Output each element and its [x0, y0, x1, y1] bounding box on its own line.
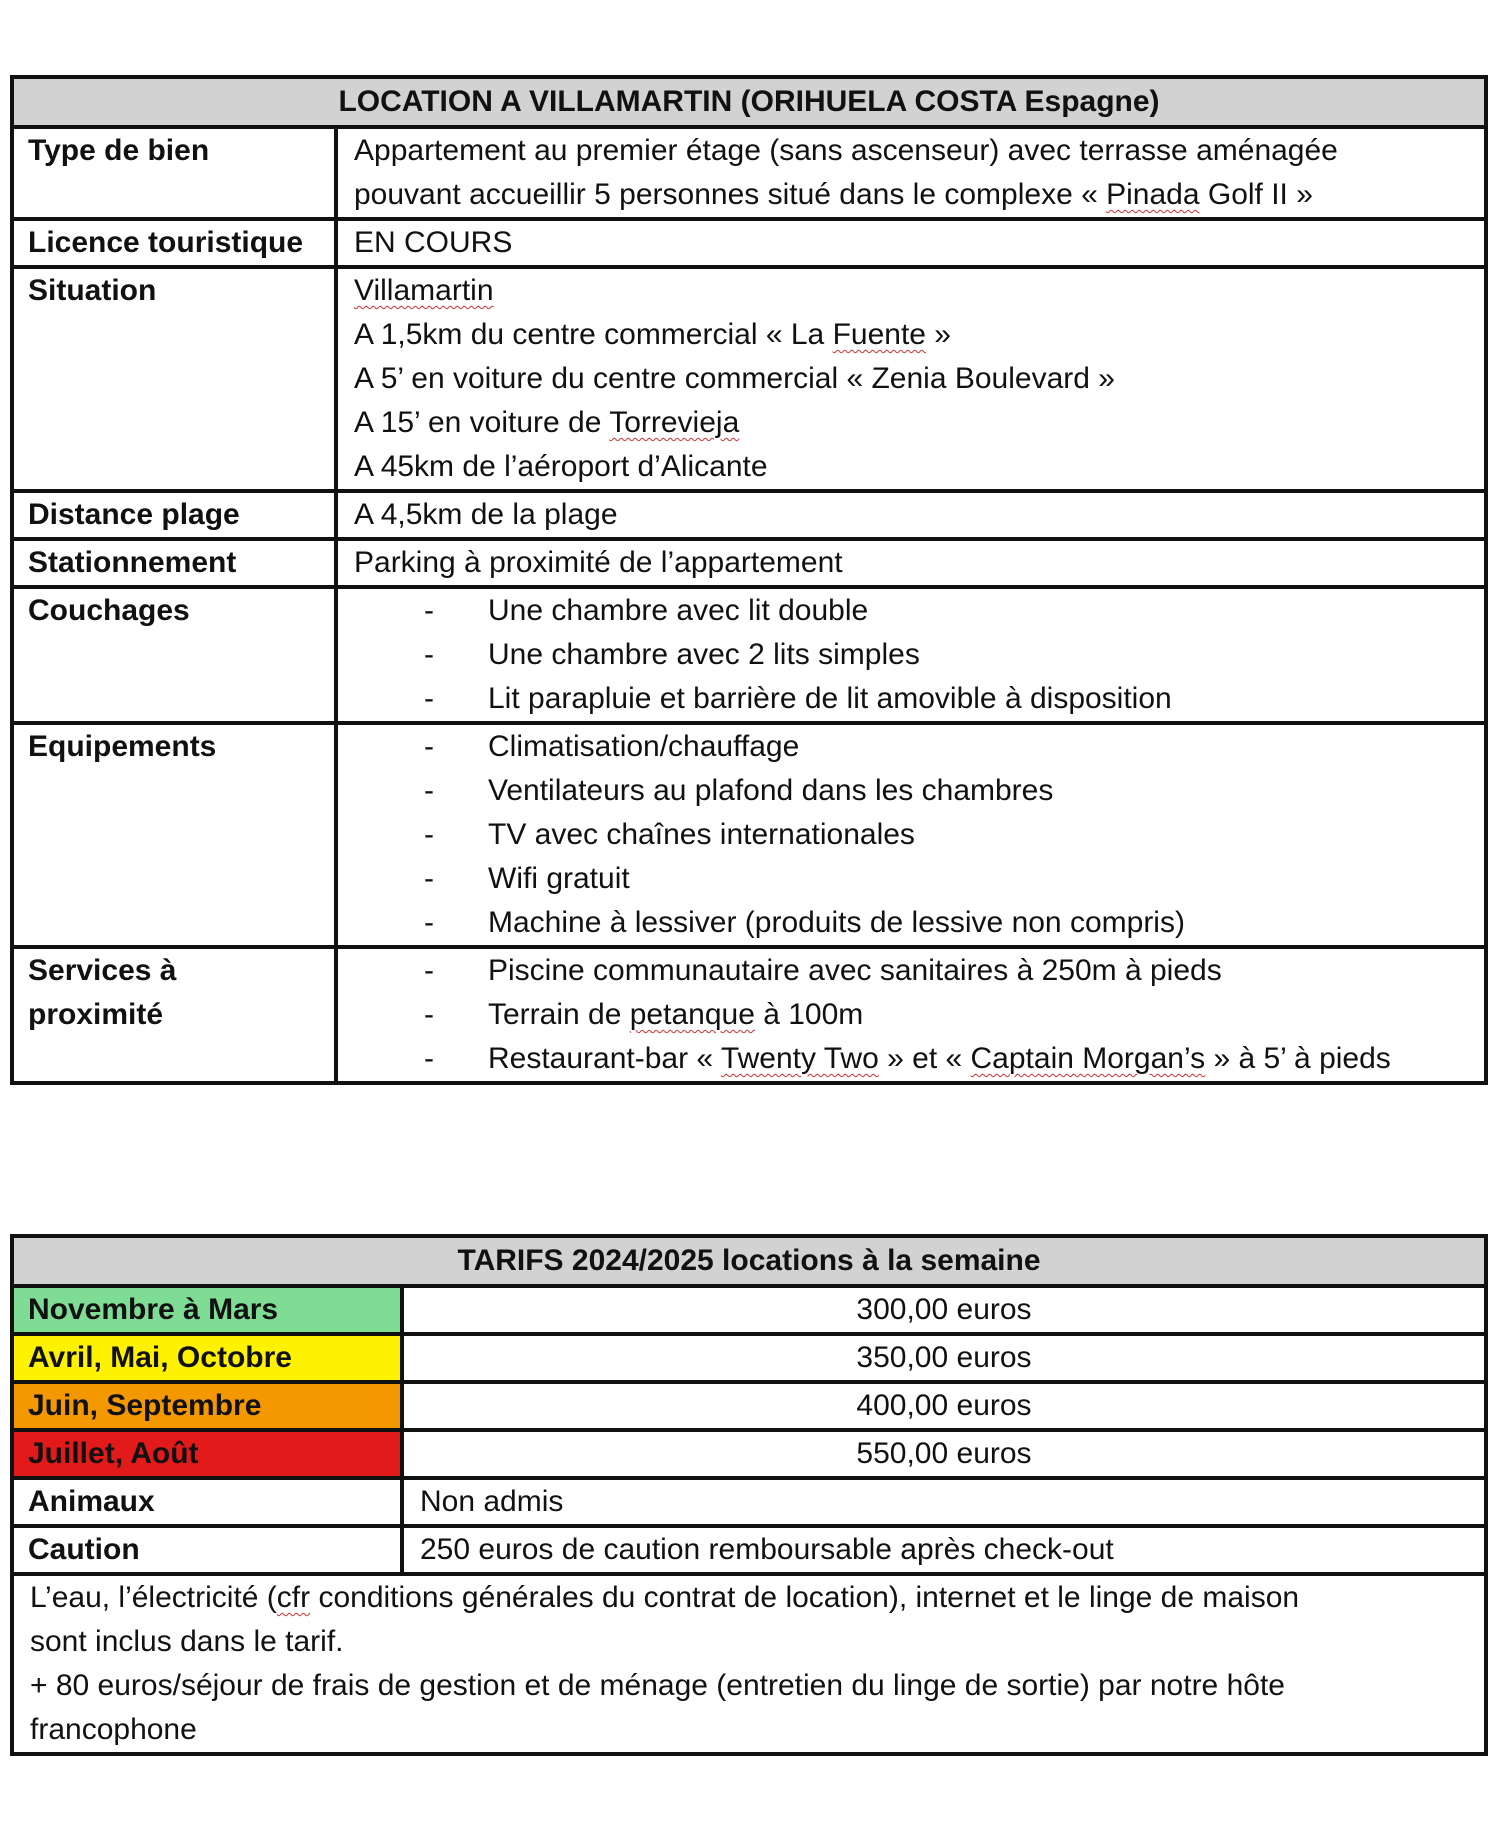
spell-underline-pinada: Pinada [1106, 178, 1200, 211]
type-bien-line2 [354, 173, 1484, 217]
couchages-label: Couchages [12, 587, 336, 723]
situation-line1 [354, 269, 1484, 313]
season-row [12, 1430, 1486, 1478]
rental-title: LOCATION A VILLAMARTIN (ORIHUELA COSTA Espagne) [12, 77, 1486, 127]
stationnement-value: Parking à proximité de l’appartement [336, 539, 1486, 587]
spell-underline-petanque: petanque [629, 998, 755, 1031]
dash-bullet: - [424, 594, 434, 627]
footer-line1-end: conditions générales du contrat de location), internet et le linge de maison [310, 1581, 1300, 1614]
services-value [336, 947, 1486, 1083]
season-label: Novembre à Mars [12, 1286, 402, 1334]
spell-underline-villamartin: Villamartin [354, 274, 494, 307]
services-item-restaurant-mid: » et « [878, 1042, 971, 1075]
type-bien-line2-end: Golf II » [1199, 178, 1313, 211]
equipements-item: TV avec chaînes internationales [488, 818, 915, 851]
spell-underline-twenty-two: Twenty Two [720, 1042, 879, 1075]
list-item [354, 1037, 1484, 1081]
dash-bullet: - [424, 730, 434, 763]
row-situation [12, 267, 1486, 491]
list-item [354, 769, 1484, 813]
services-item-restaurant-text: Restaurant-bar « [488, 1042, 721, 1075]
dash-bullet: - [424, 998, 434, 1031]
list-item [354, 949, 1484, 993]
equipements-item: Wifi gratuit [488, 862, 630, 895]
services-item-petanque-end: à 100m [754, 998, 864, 1031]
row-licence [12, 219, 1486, 267]
list-item [354, 589, 1484, 633]
situation-line5: A 45km de l’aéroport d’Alicante [354, 450, 768, 483]
equipements-label: Equipements [12, 723, 336, 947]
services-label-line2: proximité [28, 998, 164, 1031]
type-bien-value [336, 127, 1486, 219]
situation-line2 [354, 313, 1484, 357]
animaux-value: Non admis [402, 1478, 1486, 1526]
list-item [354, 901, 1484, 945]
situation-value [336, 267, 1486, 491]
season-label: Juin, Septembre [12, 1382, 402, 1430]
spell-underline-fuente: Fuente [832, 318, 926, 351]
rental-info-table [10, 75, 1488, 1085]
type-bien-line2-text: pouvant accueillir 5 personnes situé dans le complexe « [354, 178, 1107, 211]
list-item [354, 857, 1484, 901]
row-equipements [12, 723, 1486, 947]
dash-bullet: - [424, 954, 434, 987]
season-price: 300,00 euros [402, 1286, 1486, 1334]
row-caution [12, 1526, 1486, 1574]
equipements-list [354, 725, 1484, 945]
row-services [12, 947, 1486, 1083]
footer-line2: sont inclus dans le tarif. [30, 1625, 344, 1658]
spell-underline-torrevieja: Torrevieja [609, 406, 740, 439]
list-item [354, 813, 1484, 857]
dash-bullet: - [424, 906, 434, 939]
couchages-value [336, 587, 1486, 723]
season-price: 400,00 euros [402, 1382, 1486, 1430]
equipements-item: Climatisation/chauffage [488, 730, 800, 763]
services-item-piscine: Piscine communautaire avec sanitaires à 250m à pieds [488, 954, 1222, 987]
situation-line2-end: » [925, 318, 951, 351]
services-item-petanque-text: Terrain de [488, 998, 630, 1031]
spell-underline-captain-morgans: Captain Morgan’s [970, 1042, 1206, 1075]
list-item [354, 725, 1484, 769]
dash-bullet: - [424, 1042, 434, 1075]
caution-label: Caution [12, 1526, 402, 1574]
season-label: Juillet, Août [12, 1430, 402, 1478]
services-list [354, 949, 1484, 1081]
season-row [12, 1286, 1486, 1334]
row-animaux [12, 1478, 1486, 1526]
couchages-list [354, 589, 1484, 721]
list-item [354, 677, 1484, 721]
tariffs-table [10, 1234, 1488, 1756]
couchages-item: Une chambre avec 2 lits simples [488, 638, 920, 671]
season-row [12, 1382, 1486, 1430]
situation-line4 [354, 401, 1484, 445]
dash-bullet: - [424, 862, 434, 895]
situation-line3: A 5’ en voiture du centre commercial « Zenia Boulevard » [354, 362, 1115, 395]
animaux-label: Animaux [12, 1478, 402, 1526]
footer-line4: francophone [30, 1713, 197, 1746]
type-bien-line1: Appartement au premier étage (sans ascenseur) avec terrasse aménagée [354, 134, 1338, 167]
services-label-line1: Services à [28, 954, 177, 987]
season-price: 350,00 euros [402, 1334, 1486, 1382]
equipements-value [336, 723, 1486, 947]
dash-bullet: - [424, 818, 434, 851]
dash-bullet: - [424, 682, 434, 715]
couchages-item: Lit parapluie et barrière de lit amovible à disposition [488, 682, 1172, 715]
row-type-bien [12, 127, 1486, 219]
situation-line4-text: A 15’ en voiture de [354, 406, 610, 439]
stationnement-label: Stationnement [12, 539, 336, 587]
tariffs-title: TARIFS 2024/2025 locations à la semaine [12, 1236, 1486, 1286]
couchages-item: Une chambre avec lit double [488, 594, 869, 627]
footer-line3: + 80 euros/séjour de frais de gestion et de ménage (entretien du linge de sortie) par notre hôte [30, 1669, 1285, 1702]
licence-value: EN COURS [336, 219, 1486, 267]
licence-label: Licence touristique [12, 219, 336, 267]
dash-bullet: - [424, 638, 434, 671]
row-footer-note [12, 1574, 1486, 1754]
list-item [354, 993, 1484, 1037]
spell-underline-cfr: cfr [276, 1581, 311, 1614]
type-bien-label: Type de bien [12, 127, 336, 219]
row-couchages [12, 587, 1486, 723]
caution-value: 250 euros de caution remboursable après check-out [402, 1526, 1486, 1574]
dash-bullet: - [424, 774, 434, 807]
situation-line2-text: A 1,5km du centre commercial « La [354, 318, 833, 351]
footer-line1 [30, 1576, 1484, 1620]
list-item [354, 633, 1484, 677]
equipements-item: Ventilateurs au plafond dans les chambres [488, 774, 1054, 807]
season-row [12, 1334, 1486, 1382]
situation-label: Situation [12, 267, 336, 491]
season-label: Avril, Mai, Octobre [12, 1334, 402, 1382]
services-label [12, 947, 336, 1083]
equipements-item: Machine à lessiver (produits de lessive non compris) [488, 906, 1185, 939]
footer-note [12, 1574, 1486, 1754]
distance-value: A 4,5km de la plage [336, 491, 1486, 539]
footer-line1-text: L’eau, l’électricité ( [30, 1581, 277, 1614]
season-price: 550,00 euros [402, 1430, 1486, 1478]
distance-label: Distance plage [12, 491, 336, 539]
row-stationnement [12, 539, 1486, 587]
row-distance [12, 491, 1486, 539]
services-item-restaurant-end: » à 5’ à pieds [1205, 1042, 1391, 1075]
